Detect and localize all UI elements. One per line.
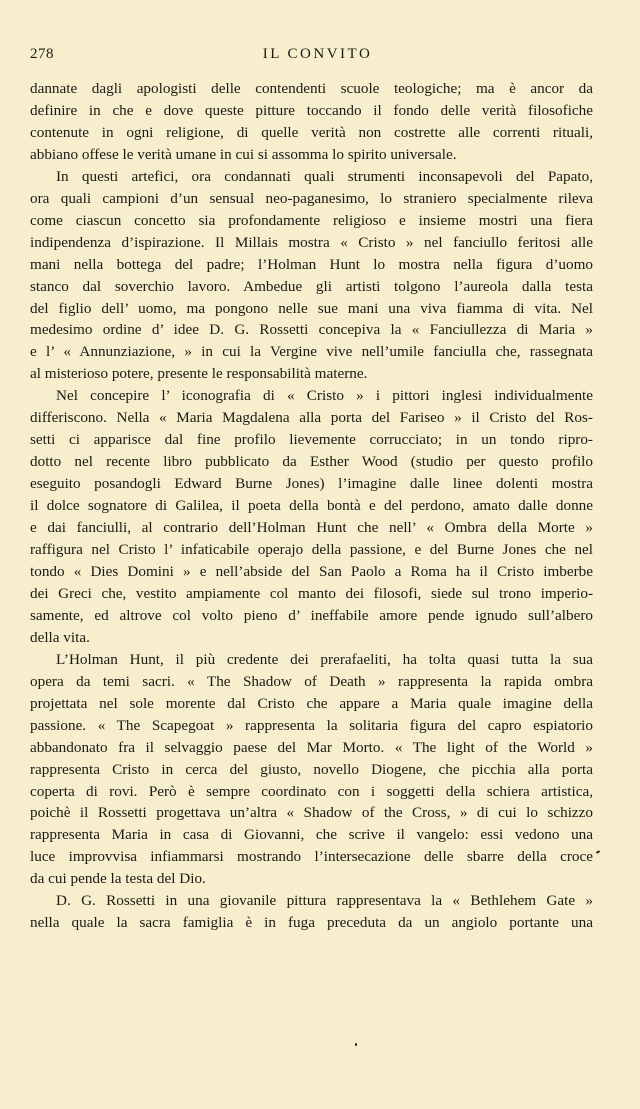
text-line: differiscono. Nella « Maria Magdalena alla porta del Fariseo » il Cristo del Ros- [30,409,593,427]
running-title: IL CONVITO [262,46,373,62]
text-line: contenute in ogni religione, di quelle verità non costrette alle correnti rituali, [30,123,593,141]
text-line: come ciascun concetto sia profondamente religioso e insieme mostri una fiera [30,211,593,229]
text-line: tondo « Dies Domini » e nell’abside del San Paolo a Roma ha il Cristo imberbe [30,562,593,580]
text-line: coperta di rovi. Però è sempre coordinato con i soggetti della schiera artistica, [30,782,593,800]
text-line: stanco dal soverchio lavoro. Ambedue gli artisti tolgono l’aureola dalla testa [30,277,593,295]
text-line: poichè il Rossetti progettava un’altra « Shadow of the Cross, » di cui lo schizzo [30,804,593,822]
text-line: abbiano offese le verità umane in cui si assomma lo spirito universale. [30,145,457,163]
text-line: da cui pende la testa del Dio. [30,870,206,888]
text-line: nella quale la sacra famiglia è in fuga preceduta da un angiolo portante una [30,914,593,932]
text-line: dotto nel recente libro pubblicato da Esther Wood (studio per questo profilo [30,453,593,471]
text-line: rappresenta Maria in casa di Giovanni, che scrive il vangelo: essi vedono una [30,826,593,844]
text-line: dannate dagli apologisti delle contendenti scuole teologiche; ma è ancor da [30,80,593,97]
text-line: samente, ed altrove col volto pieno d’ ineffabile amore pende ignudo sull’albero [30,606,593,624]
text-line: della vita. [30,628,90,646]
text-line: indipendenza d’ispirazione. Il Millais mostra « Cristo » nel fanciullo feritosi alle [30,233,593,251]
running-header [30,46,605,70]
text-line: passione. « The Scapegoat » rappresenta la solitaria figura del capro espiatorio [30,716,593,734]
ink-speck [596,850,600,854]
text-line: ora quali campioni d’un sensual neo-paganesimo, lo straniero specialmente rileva [30,189,593,207]
text-line: projettata nel sole morente dal Cristo che appare a Maria quale imagine della [30,694,593,712]
text-line: medesimo ordine d’ idee D. G. Rossetti concepiva la « Fanciullezza di Maria » [30,321,593,339]
text-line: abbandonato fra il selvaggio paese del Mar Morto. « The light of the World » [30,738,593,756]
text-line: luce improvvisa infiammarsi mostrando l’intersecazione delle sbarre della croce [30,848,593,866]
text-line: opera da temi sacri. « The Shadow of Death » rappresenta la rapida ombra [30,672,593,690]
text-line: mani nella bottega del padre; l’Holman Hunt lo mostra nella figura d’uomo [30,255,593,273]
text-line: definire in che e dove queste pitture toccando il fondo delle verità filosofiche [30,101,593,119]
text-line: del figlio dell’ uomo, ma pongono nelle sue mani una viva fiamma di vita. Nel [30,299,593,317]
text-line: eseguito posandogli Edward Burne Jones) l’imagine dalle linee dolenti mostra [30,475,593,493]
text-line: D. G. Rossetti in una giovanile pittura rappresentava la « Bethlehem Gate » [56,892,593,910]
page-number: 278 [30,46,54,62]
ink-speck [355,1043,357,1046]
text-line: dei Greci che, vestito ampiamente col manto dei filosofi, siede sul trono imperio- [30,584,593,602]
text-line: al misterioso potere, presente le responsabilità materne. [30,365,368,383]
text-line: rappresenta Cristo in cerca del giusto, novello Diogene, che picchia alla porta [30,760,593,778]
text-line: In questi artefici, ora condannati quali strumenti inconsapevoli del Papato, [56,167,593,185]
text-line: il dolce sognatore di Galilea, il poeta della bontà e del perdono, amato dalle donne [30,497,593,515]
body-text [30,78,593,934]
text-line: setti ci apparisce dal fine profilo lievemente corrucciato; in un tondo ripro- [30,431,593,449]
text-line: L’Holman Hunt, il più credente dei prerafaeliti, ha tolta quasi tutta la sua [56,650,593,668]
text-line: Nel concepire l’ iconografia di « Cristo » i pittori inglesi individualmente [56,387,593,405]
text-line: e dai fanciulli, al contrario dell’Holman Hunt che nell’ « Ombra della Morte » [30,519,593,537]
text-line: e l’ « Annunziazione, » in cui la Vergine vive nell’umile fanciulla che, rassegnata [30,343,593,361]
text-line: raffigura nel Cristo l’ infaticabile operajo della passione, e del Burne Jones che nel [30,541,593,559]
